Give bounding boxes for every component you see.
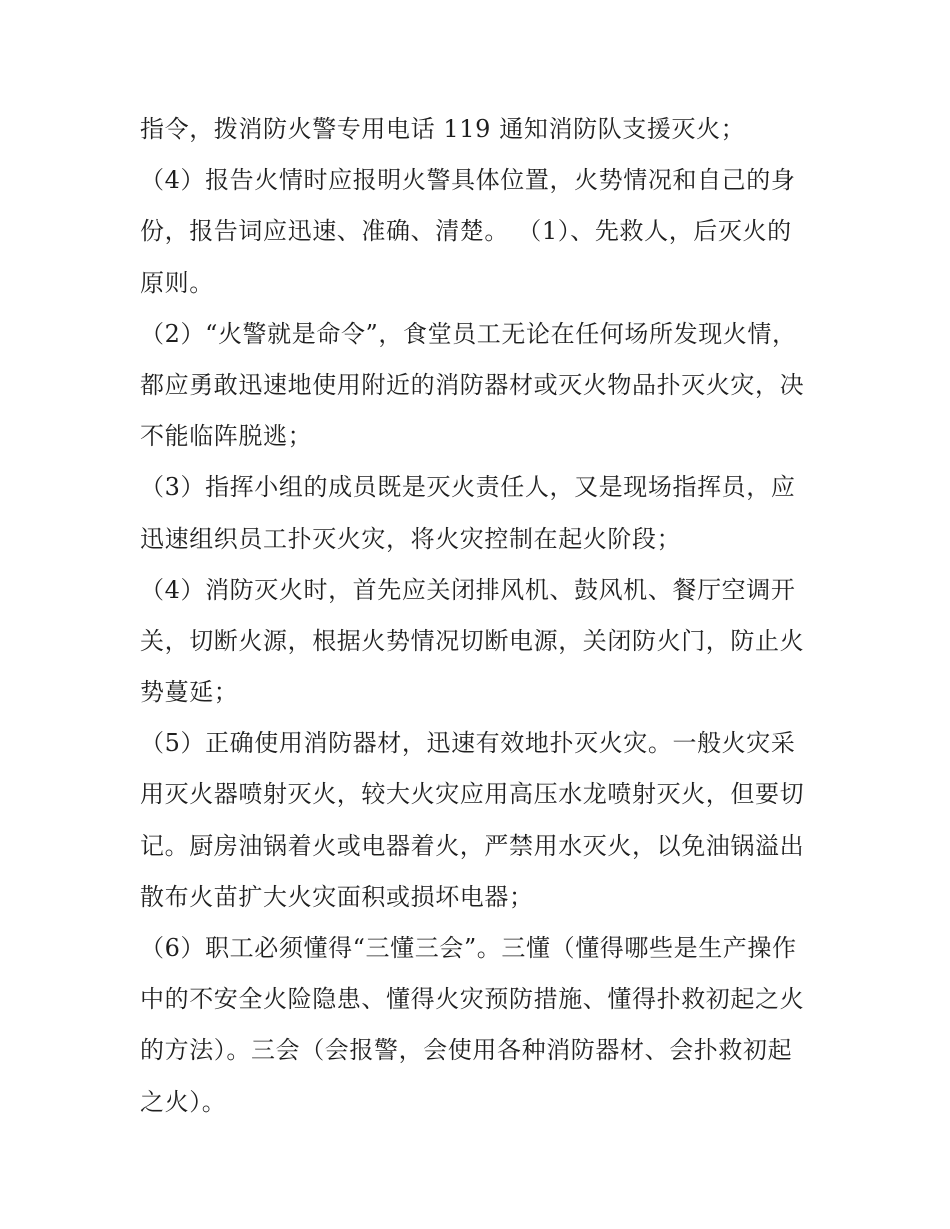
text-line: 中的不安全火险隐患、懂得火灾预防措施、懂得扑救初起之火 [140,985,805,1014]
document-body [140,104,830,1128]
text-line: 份，报告词应迅速、准确、清楚。 （1）、先救人，后灭火的 [140,217,792,246]
text-line: （6）职工必须懂得“三懂三会”。三懂（懂得哪些是生产操作 [140,934,797,962]
text-line: 之火）。 [140,1087,227,1116]
text-line: 指令，拨消防火警专用电话 119 通知消防队支援灭火； [140,115,746,143]
text-line: （5）正确使用消防器材，迅速有效地扑灭火灾。一般火灾采 [140,729,796,758]
text-line: （2）“火警就是命令”，食堂员工无论在任何场所发现火情， [140,319,797,348]
text-line: 用灭火器喷射灭火，较大火灾应用高压水龙喷射灭火，但要切 [140,780,805,809]
text-line: （4）报告火情时应报明火警具体位置，火势情况和自己的身 [140,166,796,195]
text-line: 迅速组织员工扑灭火灾，将火灾控制在起火阶段； [140,524,682,553]
text-line: 原则。 [140,268,214,297]
text-line: 散布火苗扩大火灾面积或损坏电器； [140,882,534,911]
text-line: （3）指挥小组的成员既是灭火责任人，又是现场指挥员，应 [140,473,796,502]
text-line: 势蔓延； [140,678,239,707]
text-line: 关，切断火源，根据火势情况切断电源，关闭防火门，防止火 [140,626,805,655]
text-line: 的方法）。三会（会报警，会使用各种消防器材、会扑救初起 [140,1036,793,1065]
text-line: （4）消防灭火时，首先应关闭排风机、鼓风机、餐厅空调开 [140,575,796,604]
text-line: 记。厨房油锅着火或电器着火，严禁用水灭火，以免油锅溢出 [140,831,805,860]
text-line: 不能临阵脱逃； [140,422,313,451]
text-line: 都应勇敢迅速地使用附近的消防器材或灭火物品扑灭火灾，决 [140,370,805,399]
